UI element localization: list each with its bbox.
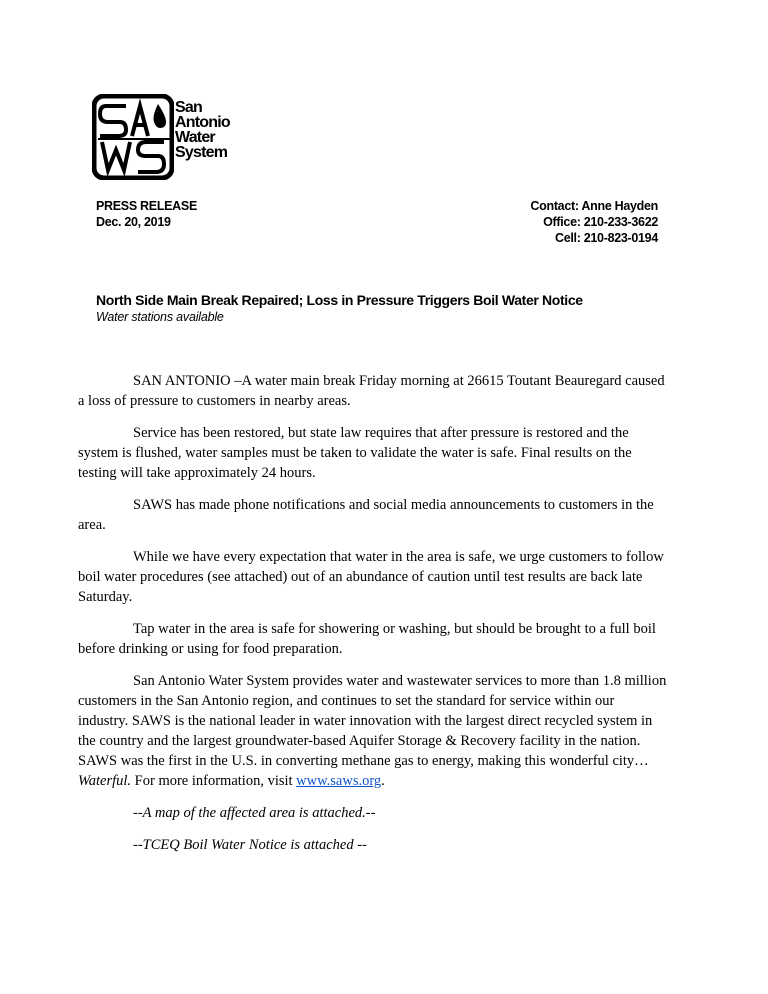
saws-logo-mark-icon — [92, 94, 174, 180]
contact-cell-phone: Cell: 210-823-0194 — [554, 231, 658, 245]
about-saws-paragraph — [78, 671, 668, 791]
paragraph: SAWS has made phone notifications and social media announcements to customers in the area. — [78, 497, 654, 533]
paragraph: Tap water in the area is safe for showering or washing, but should be brought to a full boil before drinking or using for food preparation. — [78, 621, 656, 657]
contact-name: Contact: Anne Hayden — [530, 199, 658, 213]
waterful-text: Waterful. — [78, 773, 132, 789]
about-text: San Antonio Water System provides water and wastewater services to more than 1.8 million customers in the San Antonio region, and continues to set the standard for service within our industry. SAWS is the national leader in water innovation with the largest direct recycled system in the country and the largest groundwater-based Aquifer Storage & Recovery facility in the nation. SAWS was the first in the U.S. in converting methane gas to energy, making this wonderful city… — [78, 673, 667, 769]
release-body — [78, 371, 668, 867]
contact-info — [530, 198, 658, 246]
logo-line: System — [175, 144, 228, 161]
logo-line: Antonio — [175, 114, 230, 131]
paragraph: While we have every expectation that water in the area is safe, we urge customers to follow boil water procedures (see attached) out of an abundance of caution until test results are back late Saturday. — [78, 549, 664, 605]
paragraph: Service has been restored, but state law requires that after pressure is restored and the system is flushed, water samples must be taken to validate the water is safe. Final results on the testing will take approximately 24 hours. — [78, 425, 632, 481]
attachment-note: --TCEQ Boil Water Notice is attached -- — [133, 837, 367, 853]
contact-office-phone: Office: 210-233-3622 — [543, 215, 658, 229]
logo-line: Water — [175, 129, 215, 146]
logo-wordmark — [175, 100, 230, 160]
release-type: PRESS RELEASE — [96, 199, 197, 213]
release-date: Dec. 20, 2019 — [96, 215, 171, 229]
saws-logo — [92, 94, 252, 180]
attachment-note: --A map of the affected area is attached.-- — [133, 805, 376, 821]
about-text-more: For more information, visit — [131, 773, 297, 789]
period: . — [381, 773, 385, 789]
headline: North Side Main Break Repaired; Loss in Pressure Triggers Boil Water Notice — [96, 292, 583, 308]
logo-line: San — [175, 99, 202, 116]
subheadline: Water stations available — [96, 310, 224, 324]
paragraph: SAN ANTONIO –A water main break Friday morning at 26615 Toutant Beauregard caused a loss of pressure to customers in nearby areas. — [78, 373, 665, 409]
release-info — [96, 198, 197, 230]
saws-website-link[interactable]: www.saws.org — [296, 773, 382, 789]
